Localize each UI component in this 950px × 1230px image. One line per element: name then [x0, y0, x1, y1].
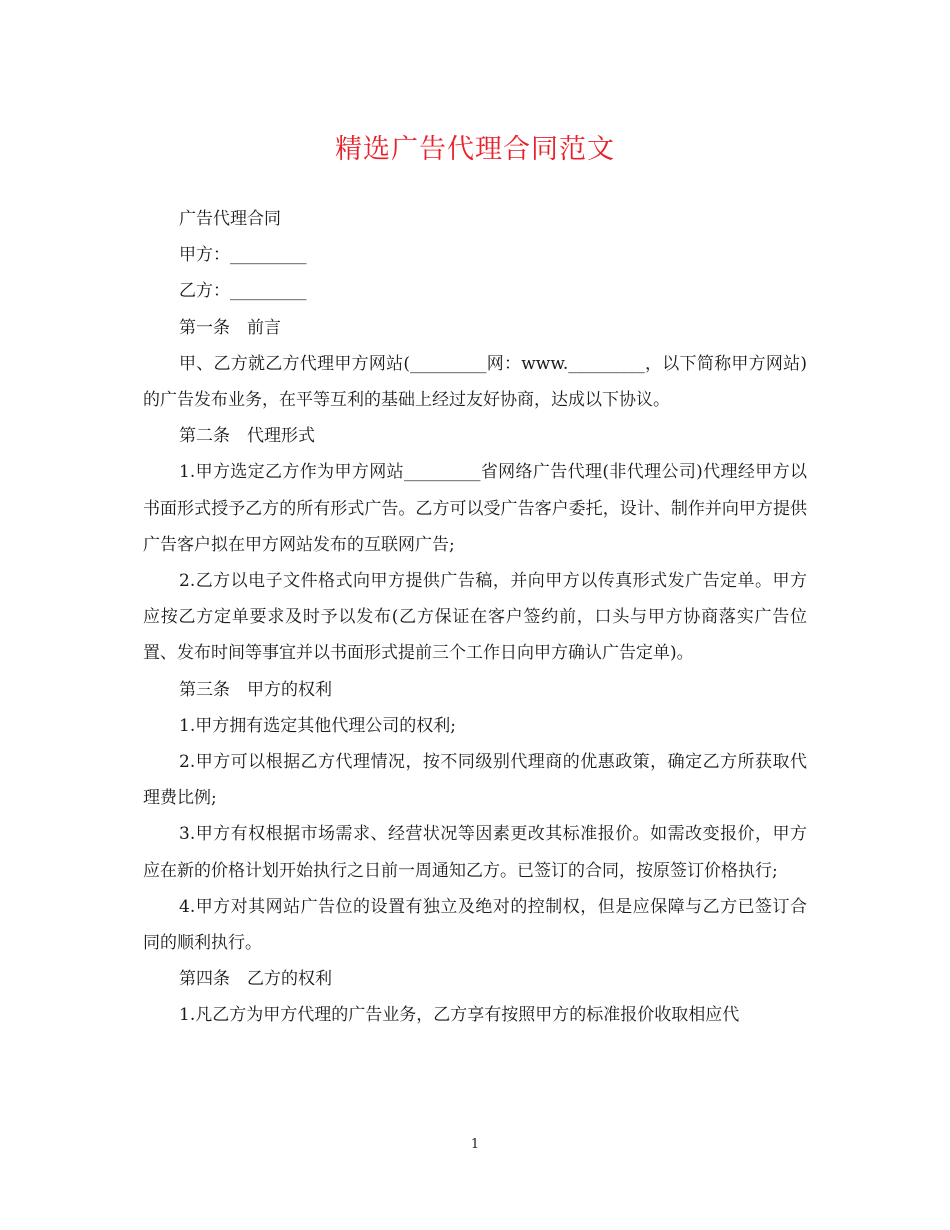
party-b-line: 乙方：_________ [179, 281, 307, 302]
article-1-heading: 第一条 前言 [179, 317, 281, 338]
document-title: 精选广告代理合同范文 [335, 134, 615, 165]
article-3-clause-3: 3.甲方有权根据市场需求、经营状况等因素更改其标准报价。如需改变报价，甲方应在新的价格计划开始执行之日前一周通知乙方。已签订的合同，按原签订价格执行; [143, 824, 807, 881]
article-2-clause-1: 1.甲方选定乙方作为甲方网站_________省网络广告代理(非代理公司)代理经甲方以书面形式授予乙方的所有形式广告。乙方可以受广告客户委托，设计、制作并向甲方提供广告客户拟在甲方网站发布的互联网广告; [143, 462, 807, 555]
contract-name: 广告代理合同 [179, 209, 281, 229]
article-3-heading: 第三条 甲方的权利 [179, 679, 332, 700]
document-body [143, 201, 807, 1034]
article-2-heading: 第二条 代理形式 [179, 426, 315, 447]
article-3-clause-2: 2.甲方可以根据乙方代理情况，按不同级别代理商的优惠政策，确定乙方所获取代理费比例; [143, 752, 807, 809]
article-4-clause-1: 1.凡乙方为甲方代理的广告业务，乙方享有按照甲方的标准报价收取相应代 [179, 1005, 740, 1026]
article-4-heading: 第四条 乙方的权利 [179, 969, 332, 990]
article-3-clause-1: 1.甲方拥有选定其他代理公司的权利; [179, 715, 456, 736]
page-number: 1 [470, 1137, 480, 1152]
article-3-clause-4: 4.甲方对其网站广告位的设置有独立及绝对的控制权，但是应保障与乙方已签订合同的顺利执行。 [143, 896, 807, 954]
party-a-line: 甲方：_________ [179, 245, 307, 266]
article-1-text: 甲、乙方就乙方代理甲方网站(_________网：www._________，以下简称甲方网站)的广告发布业务，在平等互利的基础上经过友好协商，达成以下协议。 [143, 353, 807, 411]
article-2-clause-2: 2.乙方以电子文件格式向甲方提供广告稿，并向甲方以传真形式发广告定单。甲方应按乙方定单要求及时予以发布(乙方保证在客户签约前，口头与甲方协商落实广告位置、发布时间等事宜并以书面形式提前三个工作日向甲方确认广告定单)。 [143, 571, 807, 664]
